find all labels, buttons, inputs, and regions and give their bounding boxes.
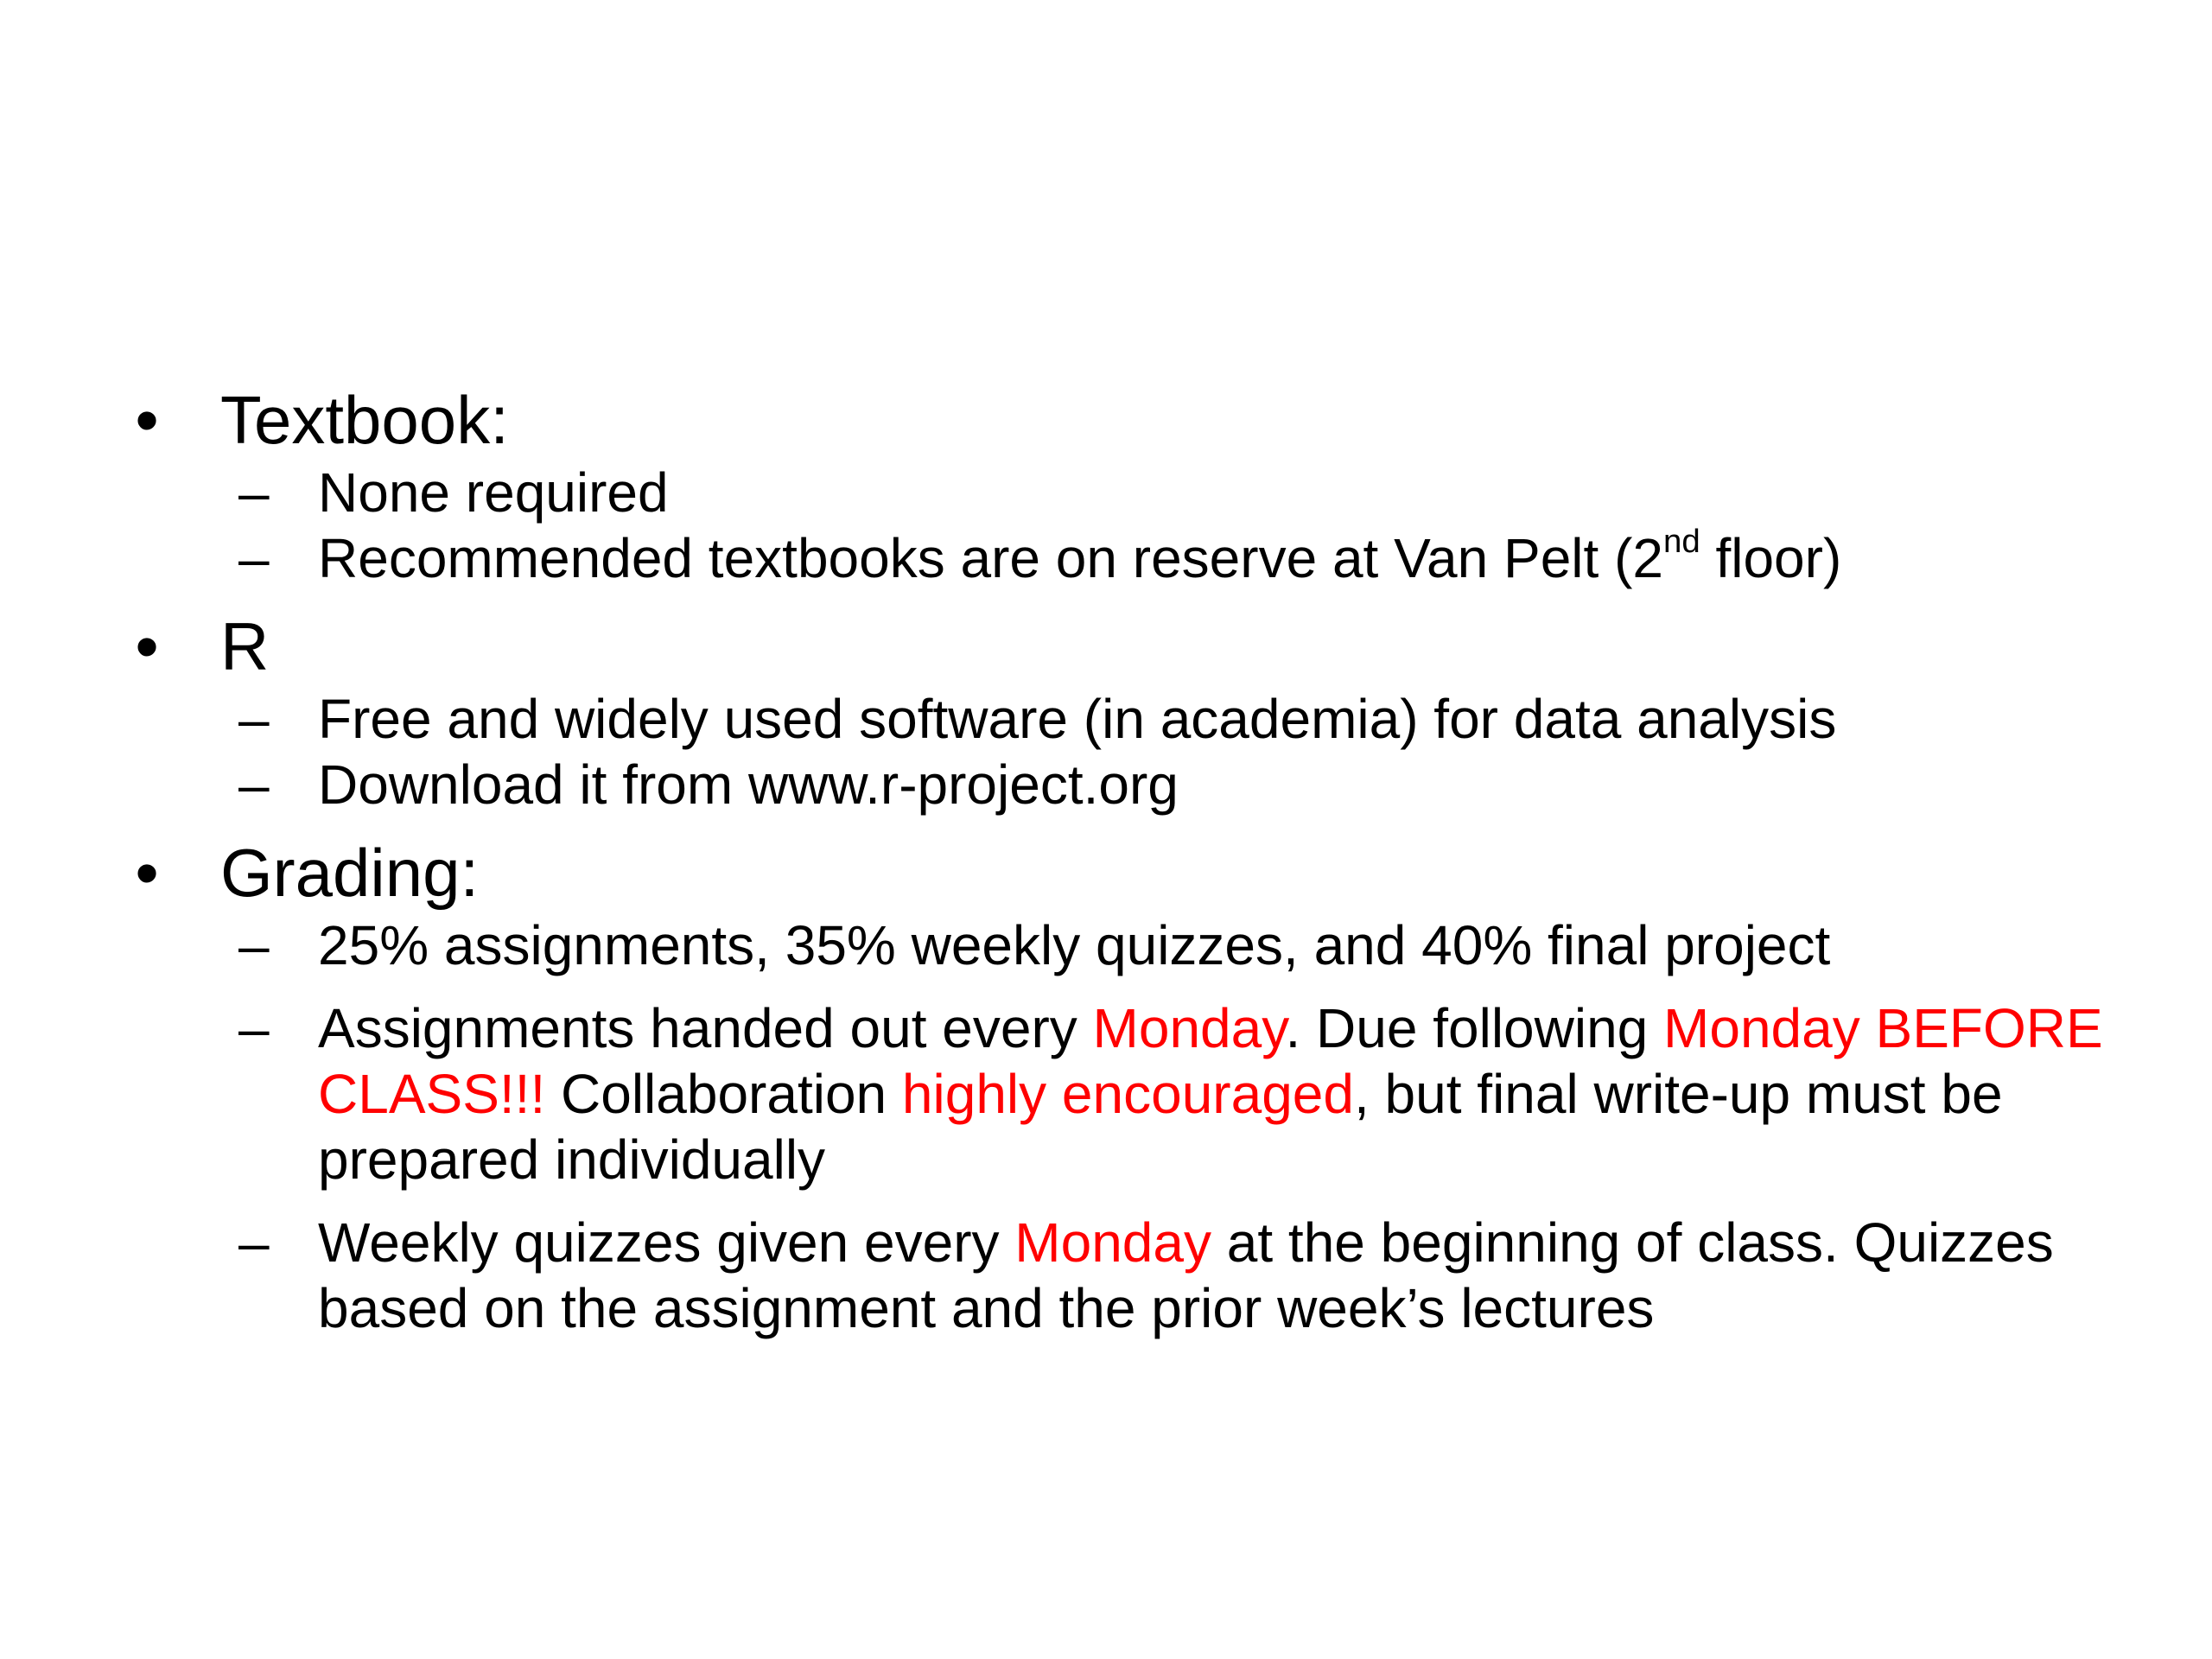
- subitem-none-required: [130, 460, 2117, 525]
- bullet-textbook: [130, 380, 2117, 460]
- subitem-text: 25% assignments, 35% weekly quizzes, and 40% final project: [318, 914, 1831, 976]
- subitem-recommended-textbooks: [130, 525, 2117, 591]
- text-run: , but final write-up must be prepared individually: [318, 1063, 2003, 1191]
- text-run: Assignments handed out every: [318, 997, 1093, 1059]
- highlight-highly-encouraged: highly encouraged: [901, 1063, 1354, 1125]
- text-run: Collaboration: [545, 1063, 902, 1125]
- dash-icon: –: [238, 914, 270, 976]
- bullet-icon: •: [135, 835, 159, 911]
- dash-icon: –: [238, 753, 270, 816]
- subitem-assignments: [130, 995, 2117, 1192]
- text-run: Weekly quizzes given every: [318, 1211, 1015, 1274]
- ordinal-superscript: nd: [1662, 523, 1700, 561]
- bullet-r: [130, 607, 2117, 686]
- bullet-grading: [130, 833, 2117, 912]
- r-heading: R: [220, 608, 270, 684]
- subitem-weekly-quizzes: [130, 1210, 2117, 1341]
- subitem-text: None required: [318, 461, 669, 524]
- dash-icon: –: [238, 527, 270, 589]
- grading-heading: Grading:: [220, 835, 480, 911]
- bullet-icon: •: [135, 382, 159, 458]
- dash-icon: –: [238, 1211, 270, 1274]
- highlight-monday-before-class: Monday BEFORE CLASS!!!: [318, 997, 2103, 1125]
- bullet-icon: •: [135, 608, 159, 684]
- text-run: . Due following: [1285, 997, 1664, 1059]
- dash-icon: –: [238, 461, 270, 524]
- highlight-monday: Monday: [1014, 1211, 1211, 1274]
- slide-body: [130, 380, 2117, 1341]
- textbook-heading: Textbook:: [220, 382, 509, 458]
- subitem-text: Recommended textbooks are on reserve at Van Pelt (2: [318, 527, 1663, 589]
- text-run: at the beginning of class. Quizzes based on the assignment and the prior week’s lectures: [318, 1211, 2054, 1339]
- subitem-text: Free and widely used software (in academia) for data analysis: [318, 688, 1837, 750]
- dash-icon: –: [238, 688, 270, 750]
- dash-icon: –: [238, 997, 270, 1059]
- subitem-text: Download it from www.r-project.org: [318, 753, 1179, 816]
- highlight-monday: Monday: [1092, 997, 1286, 1059]
- subitem-grade-breakdown: [130, 912, 2117, 978]
- subitem-download: [130, 752, 2117, 817]
- subitem-text-after: floor): [1700, 527, 1842, 589]
- subitem-free-software: [130, 686, 2117, 752]
